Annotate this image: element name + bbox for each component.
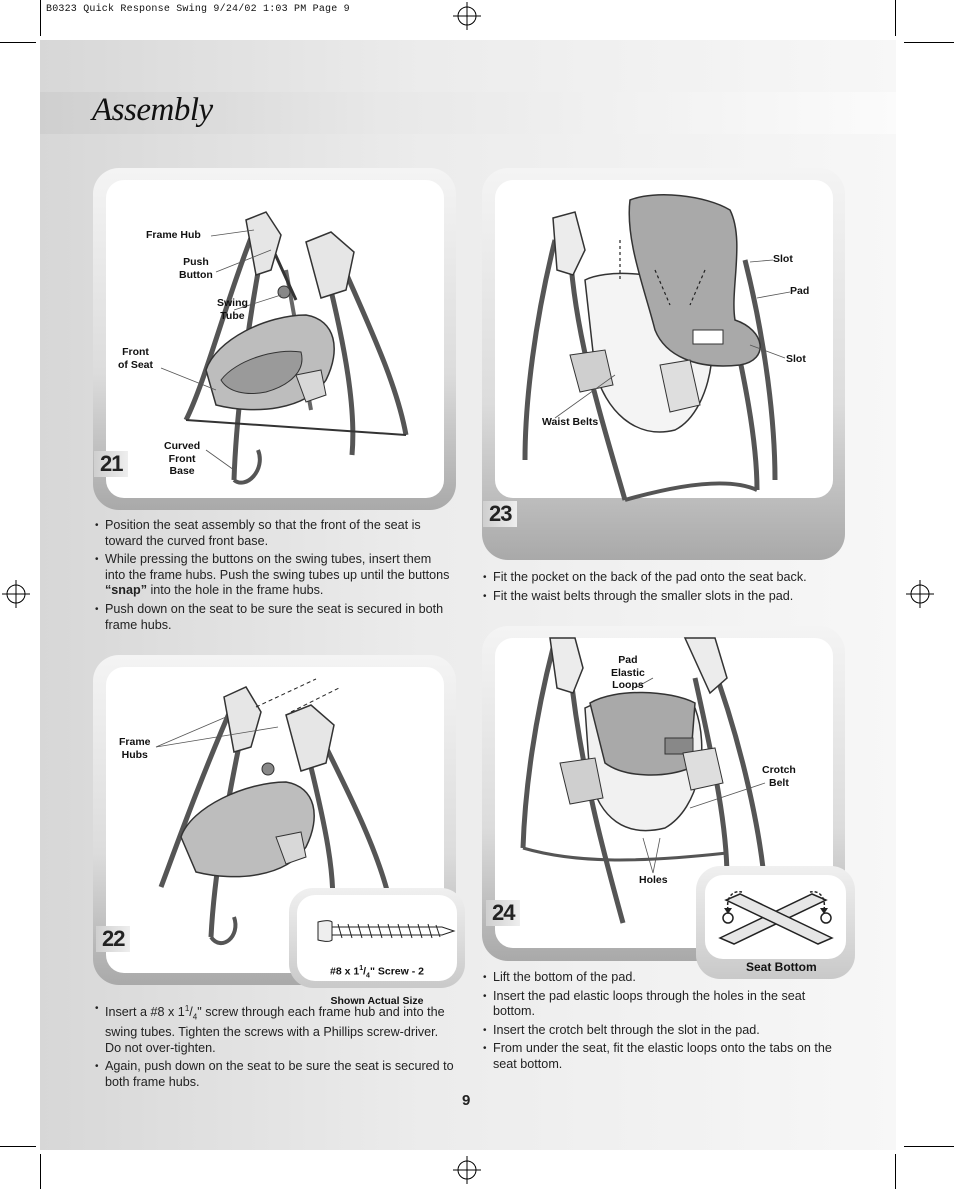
print-slug: B0323 Quick Response Swing 9/24/02 1:03 PM Page 9	[46, 4, 350, 15]
step-number-22: 22	[96, 926, 130, 952]
step-number-23: 23	[483, 501, 517, 527]
instruction-item: • Insert the crotch belt through the slot in the pad.	[483, 1023, 843, 1039]
screw-caption: #8 x $1^1/_4$" Screw - 2 Shown Actual Size	[330, 964, 424, 1008]
label-frame-hubs: Frame Hubs	[119, 736, 151, 761]
registration-mark-icon	[906, 580, 934, 608]
crop-mark	[895, 0, 896, 36]
crop-mark	[40, 0, 41, 36]
screw-icon	[316, 918, 456, 944]
seat-bottom-tabs-icon	[712, 880, 840, 950]
crop-mark	[0, 42, 36, 43]
label-pad-elastic-loops: Pad Elastic Loops	[611, 654, 645, 691]
instruction-item: • From under the seat, fit the elastic loops onto the tabs on the seat bottom.	[483, 1041, 843, 1072]
label-slot-bottom: Slot	[786, 353, 806, 365]
label-front-of-seat: Front of Seat	[118, 346, 154, 371]
step-number-21: 21	[94, 451, 128, 477]
instruction-item: • Insert the pad elastic loops through the holes in the seat bottom.	[483, 989, 843, 1020]
instruction-item: • Fit the pocket on the back of the pad onto the seat back.	[483, 570, 843, 586]
pad-seat-illustration	[495, 180, 833, 550]
instruction-item: • While pressing the buttons on the swing tubes, insert them into the frame hubs. Push the swing tubes up until the buttons “snap” into the hole in the frame hubs.	[95, 552, 455, 599]
label-waist-belts: Waist Belts	[542, 416, 599, 428]
swing-frame-illustration	[106, 180, 444, 498]
instruction-item: • Position the seat assembly so that the front of the seat is toward the curved front base.	[95, 518, 455, 549]
instruction-item: • Lift the bottom of the pad.	[483, 970, 843, 986]
instruction-item: • Fit the waist belts through the smaller slots in the pad.	[483, 589, 843, 605]
label-slot-top: Slot	[773, 253, 793, 265]
registration-mark-icon	[453, 2, 481, 30]
step-22-instructions	[95, 1001, 455, 1094]
label-seat-bottom: Seat Bottom	[746, 960, 817, 974]
registration-mark-icon	[2, 580, 30, 608]
step-number-24: 24	[486, 900, 520, 926]
label-pad: Pad	[790, 285, 810, 297]
step-21-instructions	[95, 518, 455, 636]
step-24-instructions	[483, 970, 843, 1076]
label-holes: Holes	[639, 874, 668, 886]
label-swing-tube: Swing Tube	[217, 297, 248, 322]
label-crotch-belt: Crotch Belt	[762, 764, 796, 789]
instruction-item: • Again, push down on the seat to be sure the seat is secured to both frame hubs.	[95, 1059, 455, 1090]
label-curved-front-base: Curved Front Base	[164, 440, 201, 477]
snap-emphasis: “snap”	[105, 583, 147, 598]
step-23-instructions	[483, 570, 843, 607]
registration-mark-icon	[453, 1156, 481, 1184]
crop-mark	[40, 1154, 41, 1189]
crop-mark	[895, 1154, 896, 1189]
label-push-button: Push Button	[179, 256, 213, 281]
label-frame-hub: Frame Hub	[146, 229, 201, 241]
crop-mark	[904, 42, 954, 43]
instruction-item: • Push down on the seat to be sure the seat is secured in both frame hubs.	[95, 602, 455, 633]
page-title: Assembly	[92, 92, 213, 128]
crop-mark	[904, 1146, 954, 1147]
page-number: 9	[462, 1092, 471, 1109]
crop-mark	[0, 1146, 36, 1147]
instruction-item: • Insert a #8 x $1^1/_4$" screw through each frame hub and into the swing tubes. Tighten the screws with a Phillips screw-driver. Do not over-tighten.	[95, 1001, 455, 1056]
